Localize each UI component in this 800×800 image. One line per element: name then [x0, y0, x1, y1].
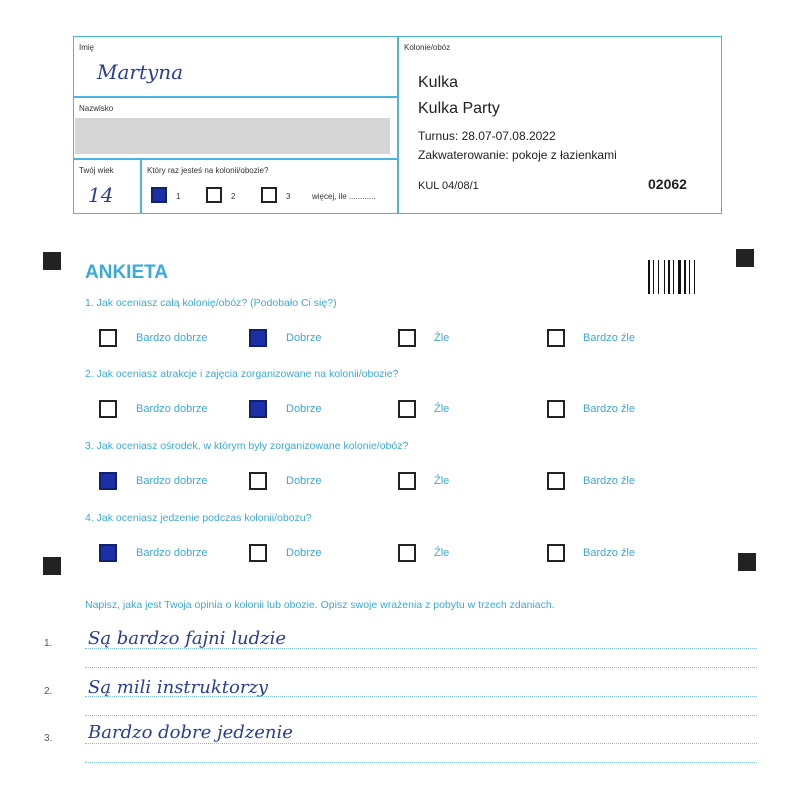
barcode-bar	[678, 260, 681, 294]
survey-title: ANKIETA	[85, 262, 169, 283]
q3-option-label: Źle	[434, 475, 450, 487]
q1-option-label: Dobrze	[286, 332, 322, 344]
divider	[73, 96, 398, 98]
line-number: 2.	[44, 686, 53, 697]
q4-option-label: Bardzo dobrze	[136, 547, 208, 559]
writing-line	[85, 696, 757, 697]
divider	[397, 36, 399, 214]
question-4: 4. Jak oceniasz jedzenie podczas kolonii/obozu?	[85, 512, 312, 524]
q3-option-label: Dobrze	[286, 475, 322, 487]
wiek-value: 14	[88, 183, 114, 207]
nazwisko-label: Nazwisko	[79, 104, 114, 113]
q3-checkbox-1[interactable]	[99, 472, 117, 490]
wiek-label: Twój wiek	[79, 166, 114, 175]
barcode-bar	[694, 260, 695, 294]
q3-checkbox-4[interactable]	[547, 472, 565, 490]
kolonia-party: Kulka Party	[418, 100, 500, 117]
q1-checkbox-2[interactable]	[249, 329, 267, 347]
redacted-surname	[75, 118, 390, 154]
question-1: 1. Jak oceniasz całą kolonię/obóz? (Podobało Ci się?)	[85, 297, 337, 309]
q4-checkbox-2[interactable]	[249, 544, 267, 562]
visit-option-1: 1	[176, 192, 181, 201]
q3-checkbox-3[interactable]	[398, 472, 416, 490]
barcode-bar	[648, 260, 650, 294]
q2-option-label: Źle	[434, 403, 450, 415]
barcode-bar	[684, 260, 686, 294]
kolonia-name: Kulka	[418, 74, 459, 91]
visit-checkbox-3[interactable]	[261, 187, 277, 203]
q4-checkbox-3[interactable]	[398, 544, 416, 562]
q2-option-label: Bardzo dobrze	[136, 403, 208, 415]
writing-line	[85, 648, 757, 649]
q2-checkbox-4[interactable]	[547, 400, 565, 418]
line-number: 1.	[44, 638, 53, 649]
q2-checkbox-1[interactable]	[99, 400, 117, 418]
opinion-line-2: Są mili instruktorzy	[88, 677, 269, 698]
line-number: 3.	[44, 733, 53, 744]
divider	[73, 158, 398, 160]
writing-line	[85, 667, 757, 668]
q2-checkbox-3[interactable]	[398, 400, 416, 418]
writing-line	[85, 715, 757, 716]
visit-checkbox-2[interactable]	[206, 187, 222, 203]
barcode-bar	[668, 260, 670, 294]
q4-option-label: Bardzo źle	[583, 547, 635, 559]
writing-line	[85, 743, 757, 744]
q1-option-label: Źle	[434, 332, 450, 344]
q4-option-label: Źle	[434, 547, 450, 559]
camp-code: KUL 04/08/1	[418, 180, 479, 192]
turnus: Turnus: 28.07-07.08.2022	[418, 129, 556, 143]
opinion-line-1: Są bardzo fajni ludzie	[88, 628, 287, 649]
q3-option-label: Bardzo dobrze	[136, 475, 208, 487]
q1-option-label: Bardzo źle	[583, 332, 635, 344]
q1-checkbox-3[interactable]	[398, 329, 416, 347]
kolonie-label: Kolonie/obóz	[404, 43, 451, 52]
opinion-line-3: Bardzo dobre jedzenie	[88, 722, 293, 743]
opinion-prompt: Napisz, jaka jest Twoja opinia o kolonii lub obozie. Opisz swoje wrażenia z pobytu w trzech zdaniach.	[85, 599, 555, 611]
q4-checkbox-1[interactable]	[99, 544, 117, 562]
question-3: 3. Jak oceniasz ośrodek, w którym były zorganizowane kolonie/obóz?	[85, 440, 409, 452]
q3-option-label: Bardzo źle	[583, 475, 635, 487]
imie-value: Martyna	[97, 60, 184, 84]
q2-option-label: Bardzo źle	[583, 403, 635, 415]
divider	[140, 158, 142, 214]
visit-option-2: 2	[231, 192, 236, 201]
q1-option-label: Bardzo dobrze	[136, 332, 208, 344]
q4-checkbox-4[interactable]	[547, 544, 565, 562]
question-2: 2. Jak oceniasz atrakcje i zajęcia zorganizowane na kolonii/obozie?	[85, 368, 399, 380]
ktory-raz-label: Który raz jesteś na kolonii/obozie?	[147, 166, 269, 175]
visit-more: więcej, ile ............	[312, 192, 376, 201]
visit-option-3: 3	[286, 192, 291, 201]
barcode-bar	[658, 260, 659, 294]
imie-label: Imię	[79, 43, 95, 52]
q1-checkbox-4[interactable]	[547, 329, 565, 347]
registration-mark	[43, 252, 61, 270]
q2-checkbox-2[interactable]	[249, 400, 267, 418]
registration-mark	[43, 557, 61, 575]
visit-checkbox-1[interactable]	[151, 187, 167, 203]
barcode-bar	[664, 260, 665, 294]
q4-option-label: Dobrze	[286, 547, 322, 559]
registration-mark	[736, 249, 754, 267]
barcode-bar	[653, 260, 654, 294]
writing-line	[85, 762, 757, 763]
registration-mark	[738, 553, 756, 571]
barcode-bar	[689, 260, 690, 294]
q2-option-label: Dobrze	[286, 403, 322, 415]
q3-checkbox-2[interactable]	[249, 472, 267, 490]
form-number: 02062	[648, 176, 687, 192]
q1-checkbox-1[interactable]	[99, 329, 117, 347]
zakwaterowanie: Zakwaterowanie: pokoje z łazienkami	[418, 148, 617, 162]
barcode	[648, 260, 700, 294]
barcode-bar	[673, 260, 674, 294]
